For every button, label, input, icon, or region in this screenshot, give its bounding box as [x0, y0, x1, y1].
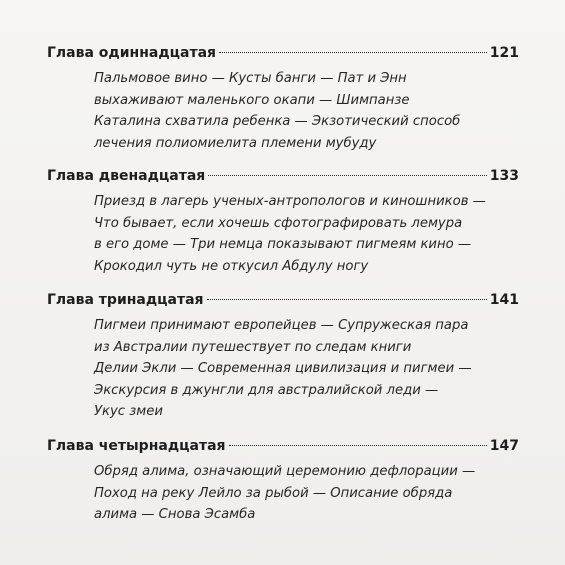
toc-entry-chapter-12 [47, 167, 519, 277]
chapter-title: Глава четырнадцатая [47, 438, 226, 454]
summary-line: Крокодил чуть не откусил Абдулу ногу [94, 258, 369, 274]
summary-line: Что бывает, если хочешь сфотографировать лемура [94, 215, 463, 231]
chapter-summary [94, 68, 519, 154]
dot-leader [207, 299, 487, 300]
dot-leader [208, 175, 487, 176]
summary-line: Пигмеи принимают европейцев — Супружеская пара [94, 318, 469, 333]
chapter-heading [47, 291, 519, 309]
chapter-page-number: 147 [489, 438, 519, 454]
summary-line: Обряд алима, означающий церемонию дефлорации — [94, 464, 476, 479]
chapter-page-number: 133 [489, 168, 519, 184]
summary-line: Приезд в лагерь ученых-антропологов и киношников — [94, 194, 486, 209]
dot-leader [219, 52, 487, 53]
toc-entry-chapter-13 [47, 291, 519, 423]
summary-line: Пальмовое вино — Кусты банги — Пат и Энн [94, 71, 407, 86]
summary-line: алима — Снова Эсамба [94, 507, 256, 523]
summary-line: Экскурсия в джунгли для австралийской леди — [94, 382, 439, 398]
summary-line: лечения полиомиелита племени мубуду [94, 135, 377, 151]
chapter-title: Глава двенадцатая [47, 168, 206, 184]
chapter-summary [94, 315, 519, 423]
chapter-heading [47, 44, 519, 62]
chapter-page-number: 141 [489, 292, 519, 308]
chapter-title: Глава тринадцатая [47, 292, 204, 308]
summary-line: Каталина схватила ребенка — Экзотический способ [94, 114, 461, 130]
summary-line: выхаживают маленького окапи — Шимпанзе [94, 92, 410, 108]
summary-line: Укус змеи [94, 404, 163, 420]
chapter-heading [47, 167, 519, 185]
summary-line: в его доме — Три немца показывают пигмеям кино — [94, 237, 472, 253]
dot-leader [229, 445, 487, 446]
chapter-page-number: 121 [489, 45, 519, 61]
toc-entry-chapter-11 [47, 44, 519, 154]
chapter-heading [47, 437, 519, 455]
chapter-summary [94, 461, 519, 526]
summary-line: Поход на реку Лейло за рыбой — Описание обряда [94, 485, 453, 501]
chapter-summary [94, 191, 519, 277]
chapter-title: Глава одиннадцатая [47, 45, 217, 61]
summary-line: Делии Экли — Современная цивилизация и пигмеи — [94, 361, 472, 377]
toc-entry-chapter-14 [47, 437, 519, 526]
summary-line: из Австралии путешествует по следам книги [94, 339, 412, 355]
